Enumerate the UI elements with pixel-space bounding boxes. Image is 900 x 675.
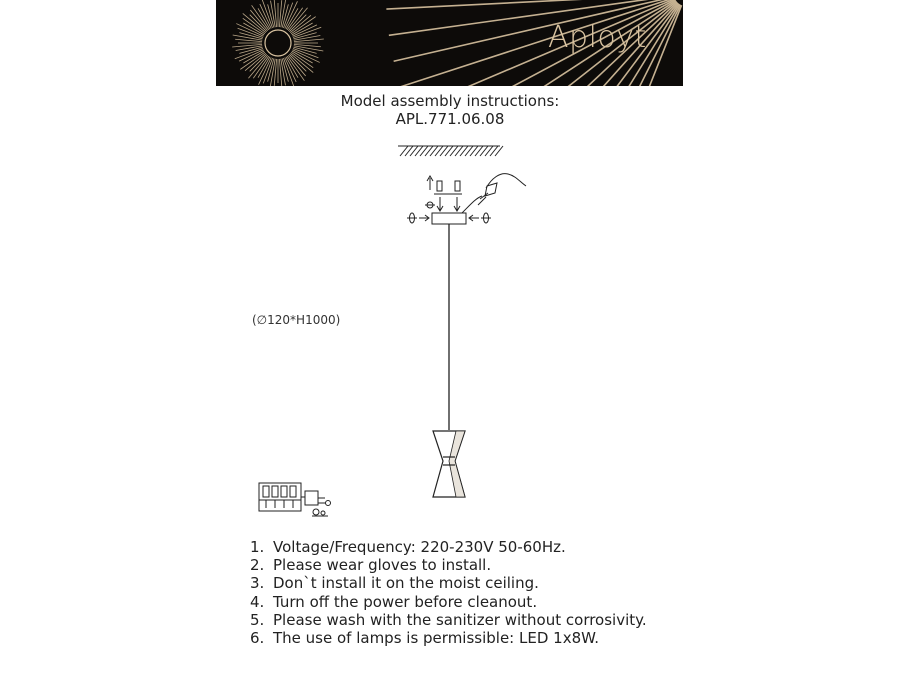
terminal-block-icon — [259, 483, 331, 516]
list-item-text: Voltage/Frequency: 220-230V 50-60Hz. — [273, 538, 566, 556]
pendant-lamp-icon — [433, 431, 465, 497]
dimensions-label: (∅120*H1000) — [252, 313, 341, 327]
list-item-text: Don`t install it on the moist ceiling. — [273, 574, 539, 593]
model-number: APL.771.06.08 — [395, 110, 505, 128]
list-item-number: 5. — [250, 610, 265, 629]
list-item — [250, 538, 647, 556]
list-item — [250, 629, 647, 647]
list-item-text: Turn off the power before cleanout. — [273, 592, 538, 611]
list-item-text: The use of lamps is permissible: LED 1x8W. — [273, 629, 600, 648]
mounting-bracket-icon — [425, 176, 466, 224]
list-item-text: Please wear gloves to install. — [273, 556, 492, 575]
instruction-list — [250, 538, 647, 647]
ceiling-hatch-icon — [398, 146, 503, 156]
list-item-number: 6. — [250, 629, 265, 648]
list-item-number: 2. — [250, 556, 265, 575]
list-item-number: 3. — [250, 574, 265, 593]
list-item-number: 1. — [250, 538, 265, 556]
list-item-text: Please wash with the sanitizer without corrosivity. — [273, 610, 647, 629]
page-title: Model assembly instructions: — [340, 92, 560, 110]
list-item — [250, 611, 647, 629]
list-item-number: 4. — [250, 592, 265, 611]
list-item — [250, 574, 647, 592]
brand-logo: Aployt — [548, 20, 647, 55]
list-item — [250, 556, 647, 574]
wire-connector-icon — [462, 174, 526, 213]
list-item — [250, 593, 647, 611]
